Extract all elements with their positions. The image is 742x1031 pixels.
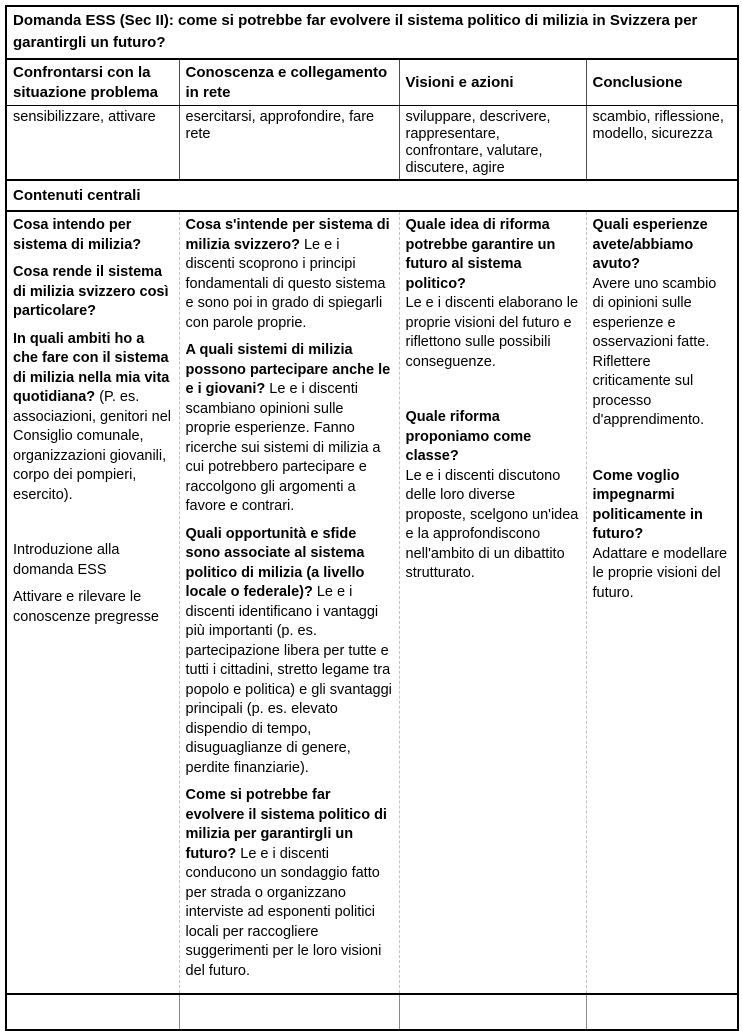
- body-text: Le e i discenti identificano i vantaggi più importanti (p. es. partecipazione libera per tutte e tutti i cittadini, stretto legame tra popolo e politica) e gli svantaggi principali (p. es. elevato dispendio di tempo, disuguaglianze di genere, perdite finanziarie).: [185, 584, 392, 776]
- paragraph: [406, 216, 580, 372]
- question-text: Come voglio impegnarmi politicamente in futuro?: [592, 467, 703, 542]
- paragraph: [186, 216, 393, 333]
- body-text: Le e i discenti conducono un sondaggio fatto per strada o organizzano interviste ad esponenti politici locali per raccogliere suggerimenti per le loro visioni del futuro.: [185, 845, 382, 979]
- question-text: Quali opportunità e sfide sono associate al sistema politico di milizia (a livello locale o federale)?: [185, 525, 365, 600]
- ess-table: [5, 5, 739, 1031]
- body-text: Avere uno scambio di opinioni sulle esperienze e osservazioni fatte. Riflettere criticamente sul processo d'apprendimento.: [592, 275, 717, 428]
- phase-verbs-conclusione: scambio, riflessione, modello, sicurezza: [586, 106, 738, 181]
- question-text: Cosa intendo per sistema di milizia?: [13, 217, 142, 253]
- body-text: (P. es. associazioni, genitori nel Consiglio comunale, organizzazioni giovanili, corpo dei pompieri, esercito).: [13, 389, 171, 503]
- clipped-bottom-row: [6, 994, 738, 1030]
- paragraph: [13, 216, 173, 255]
- phase-header-visioni: Visioni e azioni: [399, 59, 586, 106]
- paragraph: [186, 341, 393, 517]
- phase-verbs-conoscenza: esercitarsi, approfondire, fare rete: [179, 106, 399, 181]
- title-row: [6, 6, 738, 59]
- paragraph-spacer: [406, 380, 580, 408]
- body-text: Introduzione alla domanda ESS: [13, 542, 120, 578]
- content-cell-conoscenza: [179, 211, 399, 994]
- content-row: [6, 211, 738, 994]
- content-cell-conclusione: [586, 211, 738, 994]
- paragraph-spacer: [593, 439, 732, 467]
- paragraph: [593, 467, 732, 604]
- body-text: Le e i discenti scambiano opinioni sulle proprie esperienze. Fanno ricerche sui sistemi di milizia a cui potrebbero partecipare e raccolgono gli argomenti a favore e contrari.: [185, 381, 381, 514]
- paragraph: [13, 588, 173, 627]
- document-page: [5, 5, 737, 1031]
- table-title: Domanda ESS (Sec II): come si potrebbe far evolvere il sistema politico di milizia in Svizzera per garantirgli un futuro?: [6, 6, 738, 59]
- body-text: Le e i discenti elaborano le proprie visioni del futuro e riflettono sulle possibili conseguenze.: [405, 295, 579, 370]
- paragraph: [186, 786, 393, 981]
- paragraph: [13, 330, 173, 506]
- question-text: Quale riforma proponiamo come classe?: [405, 409, 532, 464]
- question-text: Quale idea di riforma potrebbe garantire un futuro al sistema politico?: [405, 217, 556, 292]
- paragraph: [13, 263, 173, 322]
- body-text: Le e i discenti discutono delle loro diverse proposte, scelgono un'idea e la approfondiscono nell'ambito di un dibattito strutturato.: [405, 467, 579, 581]
- body-text: Le e i discenti scoprono i principi fondamentali di questo sistema e sono poi in grado di spiegarli con parole proprie.: [185, 236, 386, 331]
- clipped-cell: [586, 994, 738, 1030]
- paragraph: [593, 216, 732, 431]
- clipped-cell: [6, 994, 179, 1030]
- phase-verbs-confrontarsi: sensibilizzare, attivare: [6, 106, 179, 181]
- question-text: Cosa s'intende per sistema di milizia svizzero?: [185, 217, 390, 253]
- paragraph: [406, 408, 580, 584]
- paragraph-spacer: [13, 513, 173, 541]
- question-text: In quali ambiti ho a che fare con il sistema di milizia nella mia vita quotidiana?: [13, 330, 170, 405]
- body-text: Attivare e rilevare le conoscenze pregresse: [13, 589, 159, 625]
- phase-header-row: [6, 59, 738, 106]
- phase-header-conclusione: Conclusione: [586, 59, 738, 106]
- phase-verbs-row: [6, 106, 738, 181]
- question-text: Cosa rende il sistema di milizia svizzero così particolare?: [13, 264, 169, 319]
- question-text: A quali sistemi di milizia possono partecipare anche le e i giovani?: [185, 342, 391, 397]
- clipped-cell: [179, 994, 399, 1030]
- paragraph: [13, 541, 173, 580]
- question-text: Come si potrebbe far evolvere il sistema politico di milizia per garantirgli un futuro?: [185, 787, 387, 862]
- content-cell-confrontarsi: [6, 211, 179, 994]
- question-text: Quali esperienze avete/abbiamo avuto?: [592, 217, 708, 272]
- content-cell-visioni: [399, 211, 586, 994]
- phase-verbs-visioni: sviluppare, descrivere, rappresentare, confrontare, valutare, discutere, agire: [399, 106, 586, 181]
- section-label-row: [6, 180, 738, 211]
- phase-header-confrontarsi: Confrontarsi con la situazione problema: [6, 59, 179, 106]
- phase-header-conoscenza: Conoscenza e collegamento in rete: [179, 59, 399, 106]
- paragraph: [186, 525, 393, 779]
- clipped-cell: [399, 994, 586, 1030]
- section-label: Contenuti centrali: [6, 180, 738, 211]
- body-text: Adattare e modellare le proprie visioni del futuro.: [592, 545, 728, 601]
